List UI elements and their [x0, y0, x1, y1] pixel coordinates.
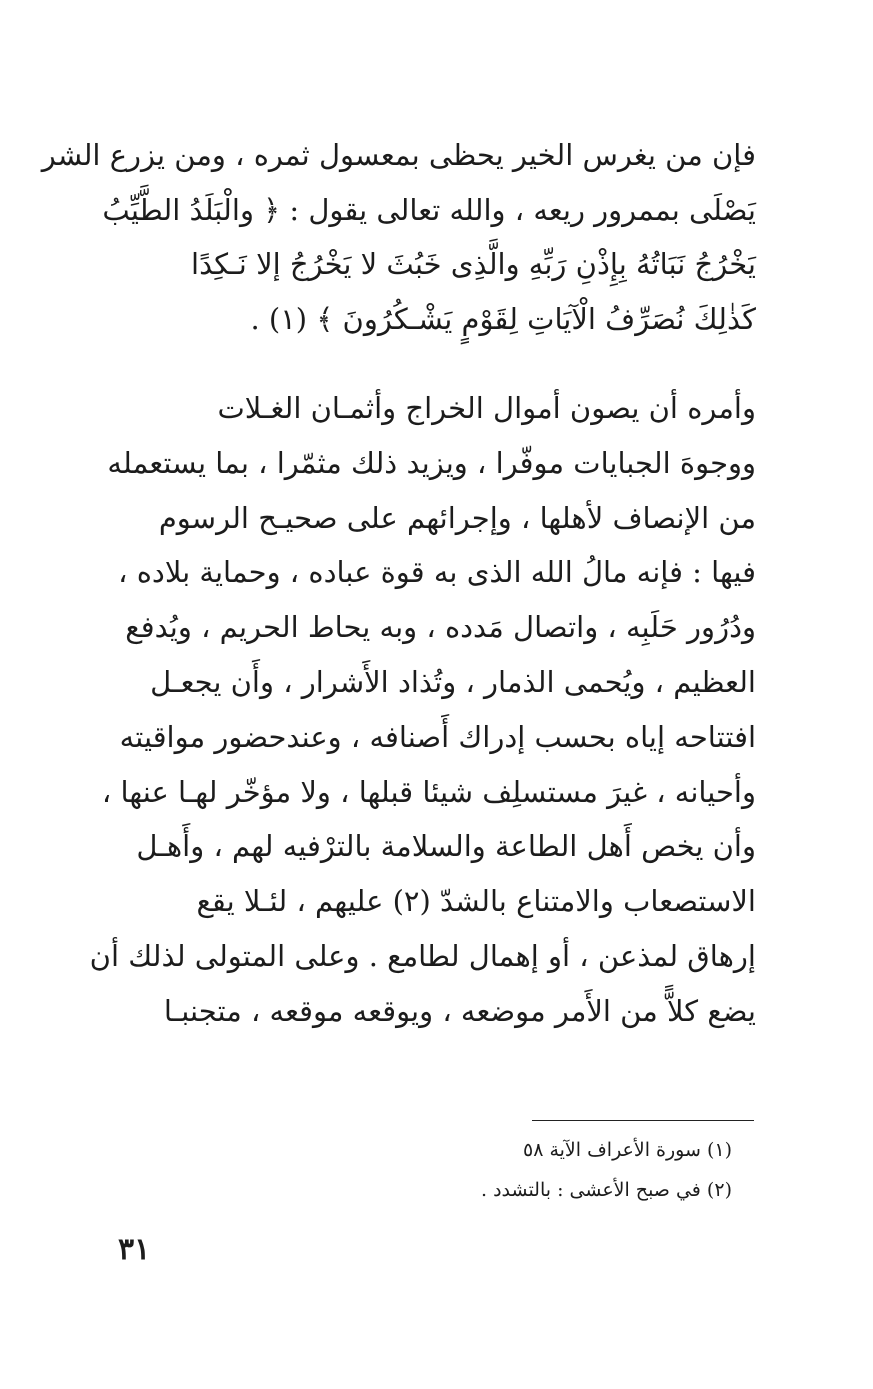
text-line: الاستصعاب والامتناع بالشدّ (٢) عليهم ، لئـلا يقع: [196, 884, 756, 919]
text-line: ووجوهَ الجبايات موفّرا ، ويزيد ذلك مثمّرا ، بما يستعمله: [107, 445, 756, 480]
text-line: يَخْرُجُ نَبَاتُهُ بِإِذْنِ رَبِّهِ والَّذِى خَبُثَ لا يَخْرُجُ إلا نَـكِدًا: [191, 247, 756, 281]
text-line: ودُرُور حَلَبِه ، واتصال مَدده ، وبه يحاط الحريم ، ويُدفع: [125, 610, 756, 645]
text-line: فإن من يغرس الخير يحظى بمعسول ثمره ، ومن يزرع الشر: [41, 138, 756, 172]
text-line: كَذٰلِكَ نُصَرِّفُ الْآيَاتِ لِقَوْمٍ يَشْـكُرُونَ ﴾ (١) .: [250, 301, 756, 336]
paragraph-1: [41, 128, 756, 346]
footnote-divider: [532, 1120, 754, 1121]
text-line: العظيم ، ويُحمى الذمار ، وتُذاد الأَشرار ، وأَن يجعـل: [150, 664, 756, 699]
footnotes: [300, 1130, 732, 1210]
footnote-1: (١) سورة الأعراف الآية ٥٨: [523, 1139, 732, 1161]
text-line: إرهاق لمذعن ، أو إهمال لطامع . وعلى المتولى لذلك أن: [89, 938, 756, 973]
text-line: وأمره أن يصون أموال الخراج وأثمـان الغـلات: [217, 391, 756, 425]
text-line: وأحيانه ، غيرَ مستسلِف شيئا قبلها ، ولا مؤخّر لهـا عنها ،: [101, 774, 756, 809]
footnote-2: (٢) في صبح الأعشى : بالتشدد .: [480, 1179, 732, 1201]
text-line: يضع كلاًّ من الأَمر موضعه ، ويوقعه موقعه ، متجنبـا: [163, 993, 756, 1028]
text-line: وأن يخص أَهل الطاعة والسلامة بالترْفيه لهم ، وأَهـل: [136, 829, 756, 864]
paragraph-2: [78, 381, 756, 1039]
page-number: ٣١: [118, 1232, 151, 1267]
text-line: فيها : فإنه مالُ الله الذى به قوة عباده ، وحماية بلاده ،: [118, 555, 756, 590]
text-line: يَصْلَى بممرور ريعه ، والله تعالى يقول : ﴿ والْبَلَدُ الطَّيِّبُ: [102, 192, 756, 227]
text-line: افتتاحه إياه بحسب إدراك أَصنافه ، وعندحضور مواقيته: [119, 719, 756, 754]
text-line: من الإنصاف لأهلها ، وإجرائهم على صحيـح الرسوم: [158, 500, 756, 535]
